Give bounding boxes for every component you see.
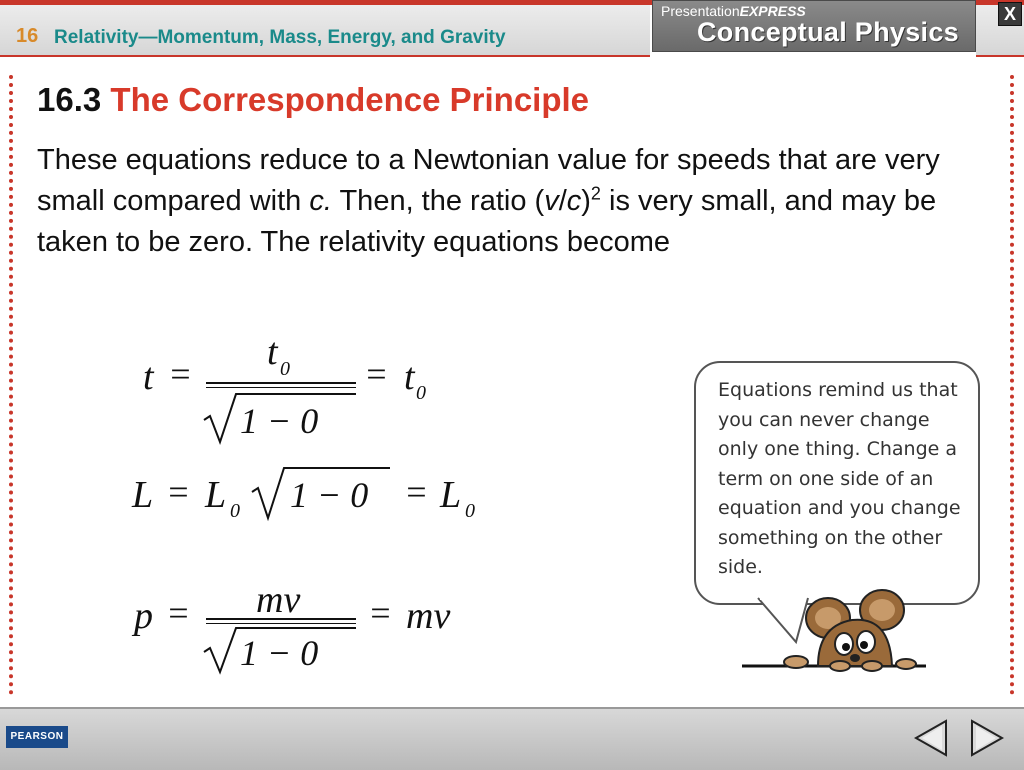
- pearson-logo: PEARSON: [6, 726, 68, 748]
- close-icon: X: [1003, 4, 1016, 24]
- chapter-header: [0, 5, 650, 57]
- chapter-title: Relativity—Momentum, Mass, Energy, and Gravity: [54, 27, 506, 48]
- bubble-text: Equations remind us that you can never change only one thing. Change a term on one side of an equation and you change something on the other side.: [718, 379, 961, 578]
- brand-logo: [652, 0, 976, 52]
- mouse-mascot-icon: [740, 582, 930, 682]
- section-heading: [37, 81, 589, 119]
- close-button[interactable]: [998, 2, 1022, 26]
- chapter-number: 16: [16, 25, 39, 47]
- section-number: 16.3: [37, 81, 102, 118]
- right-dotted-border: [1010, 75, 1018, 695]
- section-title: The Correspondence Principle: [110, 81, 590, 118]
- footer-bar: [0, 707, 1024, 770]
- left-dotted-border: [9, 75, 17, 695]
- forward-arrow-icon[interactable]: [968, 718, 1006, 758]
- back-arrow-icon[interactable]: [912, 718, 950, 758]
- brand-subtitle: PresentationEXPRESS: [661, 3, 806, 19]
- body-paragraph: These equations reduce to a Newtonian value for speeds that are very small compared with c. Then, the ratio $(v/c)^2$ is very small, and may be taken to be zero. The relativity equations become: [37, 144, 940, 258]
- brand-title: Conceptual Physics: [697, 17, 959, 47]
